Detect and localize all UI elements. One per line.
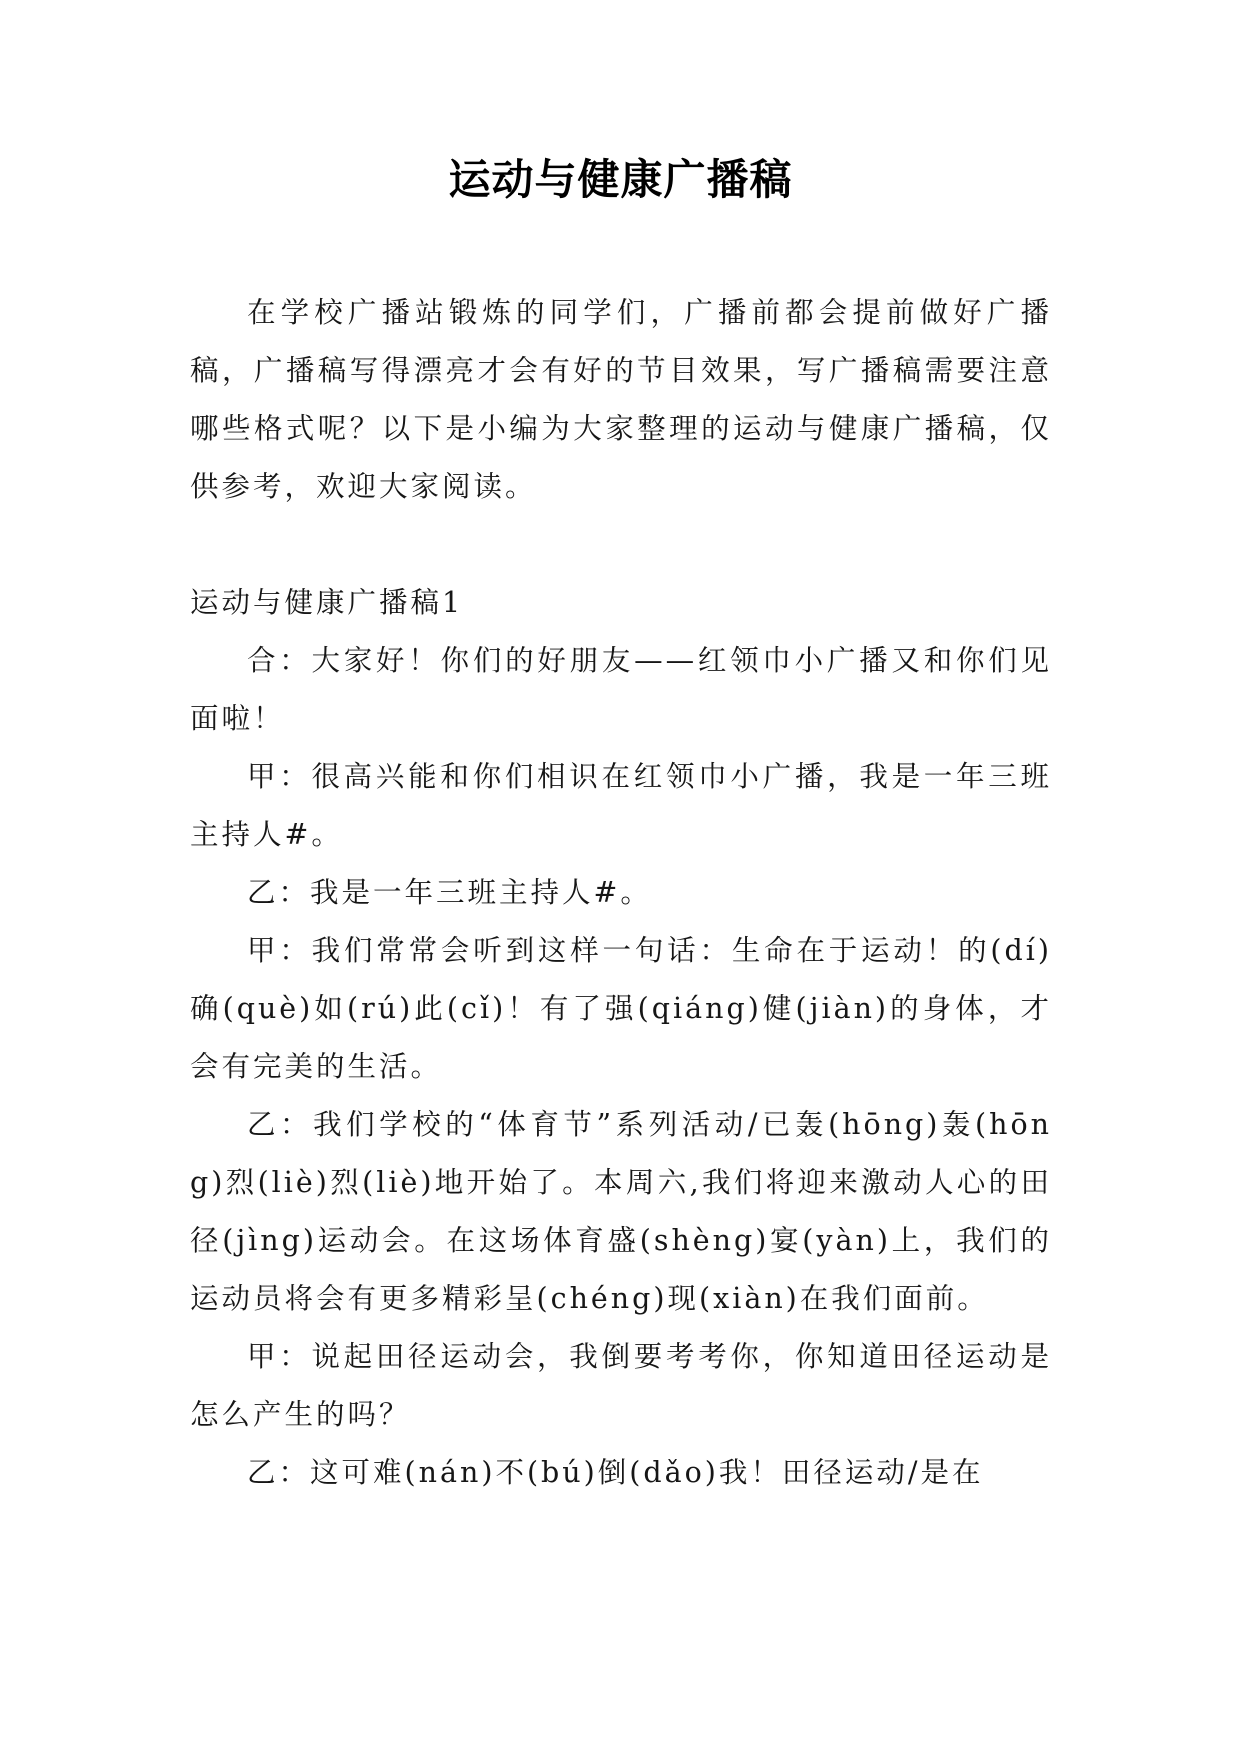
document-title: 运动与健康广播稿	[448, 155, 793, 204]
dialogue-paragraph: 甲：说起田径运动会，我倒要考考你，你知道田径运动是怎么产生的吗？	[190, 1340, 1052, 1431]
dialogue-paragraph: 乙：我是一年三班主持人#。	[247, 876, 652, 909]
document-body	[190, 284, 1052, 1502]
dialogue-paragraph: 合：大家好！你们的好朋友——红领巾小广播又和你们见面啦！	[190, 644, 1052, 735]
dialogue-paragraph: 乙：我们学校的“体育节”系列活动/已轰(hōng)轰(hōng)烈(liè)烈(liè)地开始了。本周六,我们将迎来激动人心的田径(jìng)运动会。在这场体育盛(shèng)宴(yàn)上，我们的运动员将会有更多精彩呈(chéng)现(xiàn)在我们面前。	[190, 1108, 1052, 1315]
dialogue-paragraph: 乙：这可难(nán)不(bú)倒(dǎo)我！田径运动/是在	[247, 1456, 984, 1489]
intro-paragraph: 在学校广播站锻炼的同学们，广播前都会提前做好广播稿，广播稿写得漂亮才会有好的节目效果，写广播稿需要注意哪些格式呢？以下是小编为大家整理的运动与健康广播稿，仅供参考，欢迎大家阅读。	[190, 296, 1052, 503]
paragraph-gap	[190, 516, 1052, 574]
dialogue-paragraph: 甲：很高兴能和你们相识在红领巾小广播，我是一年三班主持人#。	[190, 760, 1052, 851]
section-heading: 运动与健康广播稿1	[190, 586, 464, 619]
dialogue-paragraph: 甲：我们常常会听到这样一句话：生命在于运动！的(dí)确(què)如(rú)此(cǐ)！有了强(qiáng)健(jiàn)的身体，才会有完美的生活。	[190, 934, 1052, 1083]
